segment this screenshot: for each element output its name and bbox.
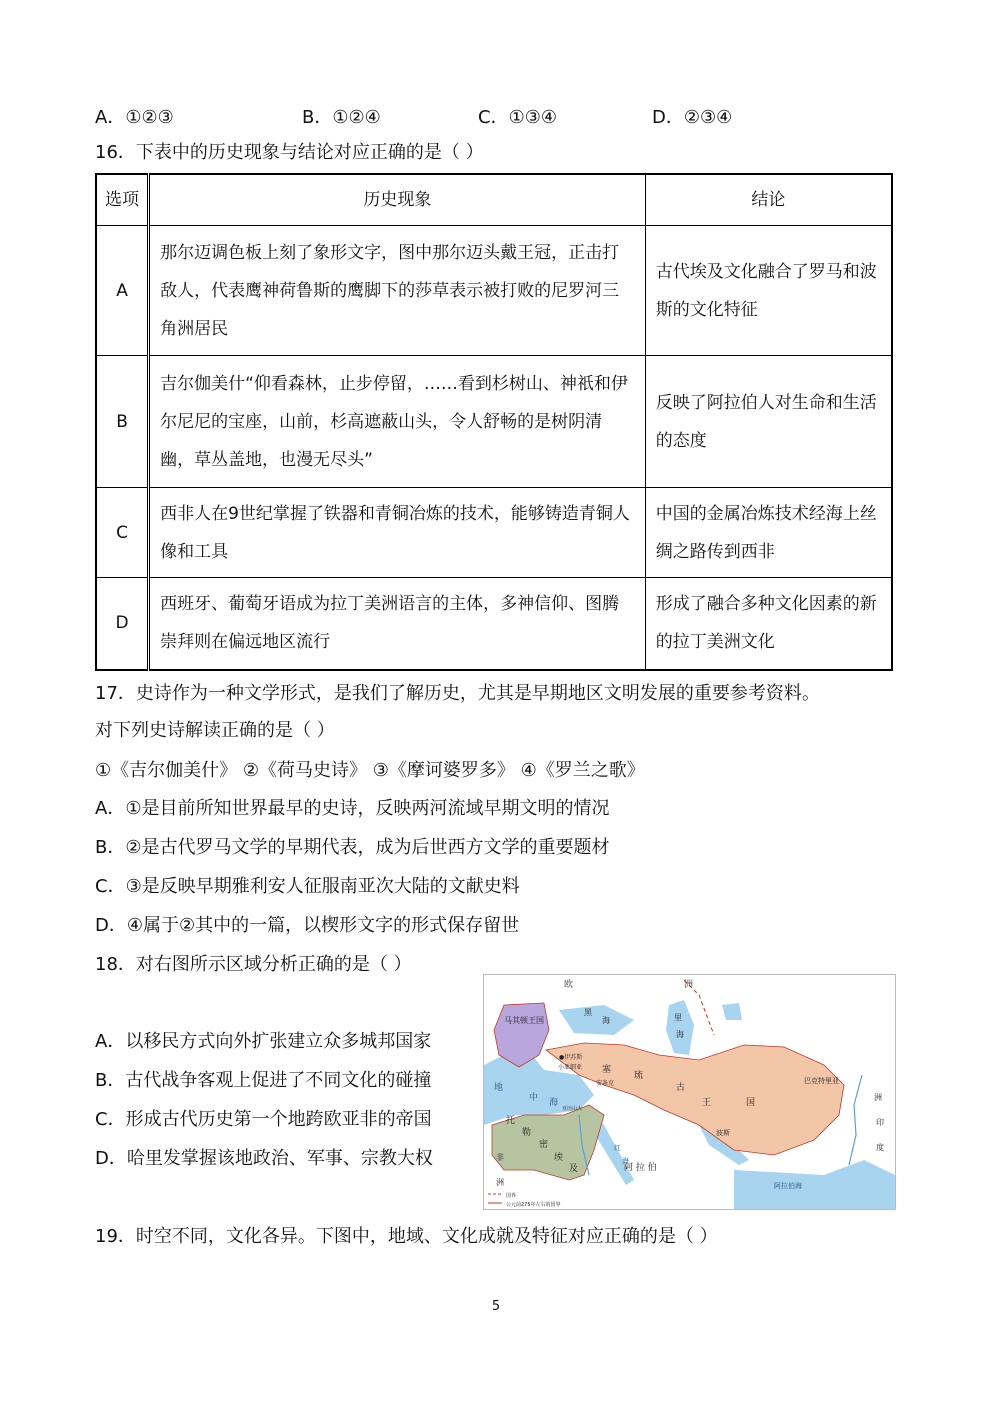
label-tuo: 托 — [506, 1116, 516, 1126]
label-liu: 琉 — [634, 1071, 644, 1081]
label-ai: 埃 — [554, 1153, 564, 1163]
label-bactria: 巴克特里亚 — [804, 1077, 839, 1085]
conclusion-text: 反映了阿拉伯人对生命和生活的态度 — [655, 392, 877, 451]
label-arab-sea: 阿拉伯海 — [774, 1182, 802, 1190]
legend-label-1: 国界 — [506, 1193, 517, 1199]
map-svg — [484, 975, 895, 1209]
legend-label-2: 公元前275年左右的国界 — [506, 1202, 561, 1208]
q16-table — [95, 173, 893, 671]
label-di: 地 — [494, 1083, 504, 1093]
table-row — [96, 578, 892, 670]
conclusion-text: 古代埃及文化融合了罗马和波斯的文化特征 — [655, 261, 877, 320]
q17-stem-line1: 17．史诗作为一种文学形式，是我们了解历史，尤其是早期地区文明发展的重要参考资料。 — [95, 683, 820, 704]
table-header-row — [96, 174, 892, 226]
label-asia: 洲 — [874, 1093, 882, 1102]
label-guo: 国 — [746, 1098, 756, 1108]
conclusion-text: 形成了融合多种文化因素的新的拉丁美洲文化 — [655, 594, 877, 653]
table-row — [96, 488, 892, 578]
label-india2: 度 — [876, 1143, 884, 1152]
label-zhong: 中 — [529, 1093, 539, 1103]
label-red2: 海 — [622, 1157, 629, 1165]
q15-option-a: A．①②③ — [95, 107, 174, 128]
row-option: D — [96, 578, 149, 670]
q18-option-b: B．古代战争客观上促进了不同文化的碰撞 — [95, 1070, 432, 1091]
label-arabia: 阿 拉 伯 — [624, 1163, 657, 1173]
label-ji: 及 — [569, 1164, 579, 1174]
label-black-sea1: 黑 — [584, 1008, 592, 1017]
row-conclusion — [645, 578, 892, 670]
q17-option-b: B．②是古代罗马文学的早期代表，成为后世西方文学的重要题材 — [95, 837, 610, 858]
label-black-sea2: 海 — [602, 1016, 610, 1025]
row-phenomenon — [149, 578, 646, 670]
label-antioch: 安条克 — [596, 1080, 615, 1087]
row-phenomenon — [149, 356, 646, 488]
label-hai: 海 — [549, 1098, 559, 1108]
row-phenomenon — [149, 488, 646, 578]
q17-option-d: D．④属于②其中的一篇，以楔形文字的形式保存留世 — [95, 915, 520, 936]
q17-stem-line2: 对下列史诗解读正确的是（ ） — [95, 720, 335, 741]
q15-option-b: B．①②④ — [302, 107, 381, 128]
phenomenon-text: 那尔迈调色板上刻了象形文字，图中那尔迈头戴王冠，正击打敌人，代表鹰神荷鲁斯的鹰脚下的莎草表示被打败的尼罗河三角洲居民 — [160, 242, 620, 339]
q16-stem: 16．下表中的历史现象与结论对应正确的是（ ） — [95, 142, 484, 163]
label-persia: 波斯 — [716, 1129, 730, 1137]
label-europe1: 欧 — [564, 980, 574, 990]
q17-option-c: C．③是反映早期雅利安人征服南亚次大陆的文献史料 — [95, 876, 520, 897]
conclusion-text: 中国的金属冶炼技术经海上丝绸之路传到西非 — [655, 503, 877, 562]
label-wang: 王 — [702, 1098, 712, 1108]
table-row — [96, 356, 892, 488]
label-mi: 密 — [539, 1140, 549, 1150]
label-le: 勒 — [522, 1128, 532, 1138]
label-sai: 塞 — [602, 1065, 612, 1075]
table-row — [96, 226, 892, 356]
label-caspian1: 里 — [674, 1013, 682, 1022]
phenomenon-text: 西非人在9世纪掌握了铁器和青铜冶炼的技术，能够铸造青铜人像和工具 — [160, 503, 630, 562]
label-zhou: 洲 — [496, 1178, 504, 1187]
label-india1: 印 — [876, 1118, 884, 1127]
label-troy: ●伊苏斯 — [559, 1054, 583, 1061]
q18-option-a: A．以移民方式向外扩张建立众多城邦国家 — [95, 1031, 432, 1052]
row-option: A — [96, 226, 149, 356]
header-phenomenon: 历史现象 — [149, 174, 646, 226]
page-number: 5 — [491, 1299, 501, 1314]
label-gu: 古 — [676, 1083, 686, 1093]
header-conclusion: 结论 — [645, 174, 892, 226]
label-caspian2: 海 — [676, 1030, 684, 1039]
q18-option-d: D．哈里发掌握该地政治、军事、宗教大权 — [95, 1148, 433, 1169]
q17-items: ①《吉尔伽美什》 ②《荷马史诗》 ③《摩诃婆罗多》 ④《罗兰之歌》 — [95, 760, 645, 781]
q18-stem: 18．对右图所示区域分析正确的是（ ） — [95, 954, 412, 975]
historical-map — [483, 974, 896, 1210]
row-conclusion — [645, 226, 892, 356]
row-phenomenon — [149, 226, 646, 356]
q19-stem: 19．时空不同，文化各异。下图中，地域、文化成就及特征对应正确的是（ ） — [95, 1226, 718, 1247]
q17-option-a: A．①是目前所知世界最早的史诗，反映两河流域早期文明的情况 — [95, 798, 610, 819]
label-europe2: 洲 — [684, 980, 694, 990]
row-option: C — [96, 488, 149, 578]
q15-option-d: D．②③④ — [652, 107, 733, 128]
label-macedonia: 马其顿王国 — [504, 1016, 544, 1025]
label-red1: 红 — [614, 1144, 621, 1152]
row-option: B — [96, 356, 149, 488]
row-conclusion — [645, 356, 892, 488]
phenomenon-text: 吉尔伽美什“仰看森林，止步停留，……看到杉树山、神祇和伊尔尼尼的宝座，山前，杉高遮蔽山头，令人舒畅的是树阴清幽，草丛盖地，也漫无尽头” — [160, 373, 628, 470]
row-conclusion — [645, 488, 892, 578]
q15-option-c: C．①③④ — [478, 107, 557, 128]
q18-option-c: C．形成古代历史第一个地跨欧亚非的帝国 — [95, 1109, 432, 1130]
phenomenon-text: 西班牙、葡萄牙语成为拉丁美洲语言的主体，多神信仰、图腾崇拜则在偏远地区流行 — [160, 594, 620, 653]
label-alexandria: 亚历山大 — [562, 1106, 583, 1112]
header-option: 选项 — [96, 174, 149, 226]
label-fei: 非 — [496, 1153, 504, 1162]
label-asia-minor: 小亚细亚 — [558, 1064, 583, 1071]
